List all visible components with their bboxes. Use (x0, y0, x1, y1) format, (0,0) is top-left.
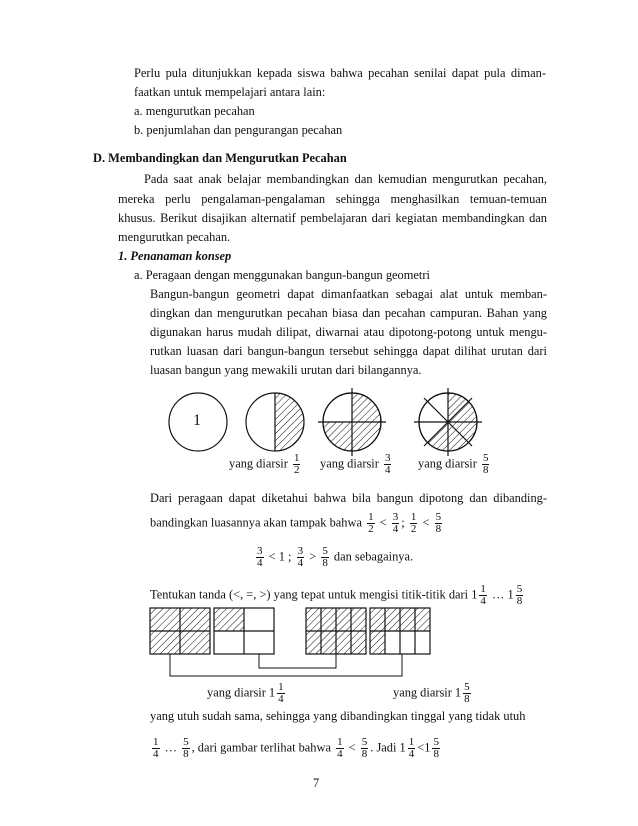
page-number: 7 (313, 776, 320, 790)
grids-figure (146, 604, 436, 680)
circles-figure (160, 386, 500, 458)
connector-outer (170, 654, 402, 676)
section-d-para-line-1: Pada saat anak belajar membandingkan dan kemudian mengurutkan pecahan, (144, 172, 547, 186)
fraction-five-eighths: $\frac{5}{8}$ (482, 452, 489, 476)
grid-caption-right: yang diarsir 1 $\frac{5}{8}$ (393, 681, 470, 705)
compare-line-2: bandingkan luasannya akan tampak bahwa $\frac{1}{2}$ < $\frac{3}{4}$ ; $\frac{1}{2}$ < $\frac{5}{8}$ (150, 511, 442, 535)
intro-line-1: Perlu pula ditunjukkan kepada siswa bahwa pecahan senilai dapat pula diman- (134, 66, 546, 80)
whole-circle-label: 1 (193, 412, 201, 429)
connector-inner (259, 654, 336, 668)
grid-one-quarter (214, 608, 274, 654)
compare-line-3: $\frac{3}{4}$ < 1 ; $\frac{3}{4}$ > $\frac{5}{8}$ dan sebagainya. (257, 545, 414, 569)
body-line-4: rutkan luasan dari bangun-bangun tersebut sehingga dapat dilihat urutan dari (150, 344, 547, 358)
grid-full-right (306, 608, 366, 654)
section-d-para-line-3: khusus. Berikut disajikan alternatif pembelajaran dari kegiatan membandingkan dan (118, 211, 547, 225)
compare-line-1: Dari peragaan dapat diketahui bahwa bila bangun dipotong dan dibanding- (150, 491, 547, 505)
body-line-3: digunakan harus mudah dilipat, diwarnai atau dipotong-potong untuk mengu- (150, 325, 547, 339)
five-eighths-circle (414, 388, 482, 456)
half-circle (246, 393, 304, 451)
grid-full-left (150, 608, 210, 654)
circle-caption-three-quarters (320, 453, 393, 476)
caption-text: yang diarsir (229, 456, 288, 471)
body-line-2: dingkan dan mengurutkan pecahan biasa dan pecahan campuran. Bahan yang (150, 306, 547, 320)
grid-five-eighths (370, 608, 430, 654)
section-d-para-line-4: mengurutkan pecahan. (118, 230, 231, 244)
closing-line-1: yang utuh sudah sama, sehingga yang dibandingkan tinggal yang tidak utuh (150, 709, 526, 723)
grid-caption-left: yang diarsir 1 $\frac{1}{4}$ (207, 681, 284, 705)
circle-caption-five-eighths (418, 453, 491, 476)
section-d-para-line-2: mereka perlu pengalaman-pengalaman sehingga menghasilkan temuan-temuan (118, 192, 547, 206)
circle-caption-half (229, 453, 302, 476)
caption-text: yang diarsir (320, 456, 379, 471)
three-quarter-circle (318, 388, 386, 456)
intro-item-a: a. mengurutkan pecahan (134, 104, 255, 118)
closing-line-2: $\frac{1}{4}$ … $\frac{5}{8}$ , dari gambar terlihat bahwa $\frac{1}{4}$ < $\frac{5}{8}$ . Jadi 1 $\frac{1}{4}$ <1 $\frac{5}{8}$ (153, 736, 439, 760)
fraction-three-quarters: $\frac{3}{4}$ (384, 452, 391, 476)
fraction-one-half: $\frac{1}{2}$ (293, 452, 300, 476)
body-line-5: luasan bangun yang mewakili urutan dari bilangannya. (150, 363, 422, 377)
intro-item-b: b. penjumlahan dan pengurangan pecahan (134, 123, 343, 137)
task-line: Tentukan tanda (<, =, >) yang tepat untuk mengisi titik-titik dari 1 $\frac{1}{4}$ … 1 $\frac{5}{8}$ (150, 583, 523, 607)
intro-line-2: faatkan untuk mempelajari antara lain: (134, 85, 326, 99)
caption-text: yang diarsir (418, 456, 477, 471)
subsection-item-a: a. Peragaan dengan menggunakan bangun-bangun geometri (134, 268, 430, 282)
subsection-1-heading: 1. Penanaman konsep (118, 249, 232, 263)
section-d-heading: D. Membandingkan dan Mengurutkan Pecahan (93, 151, 347, 165)
body-line-1: Bangun-bangun geometri dapat dimanfaatkan sebagai alat untuk memban- (150, 287, 547, 301)
